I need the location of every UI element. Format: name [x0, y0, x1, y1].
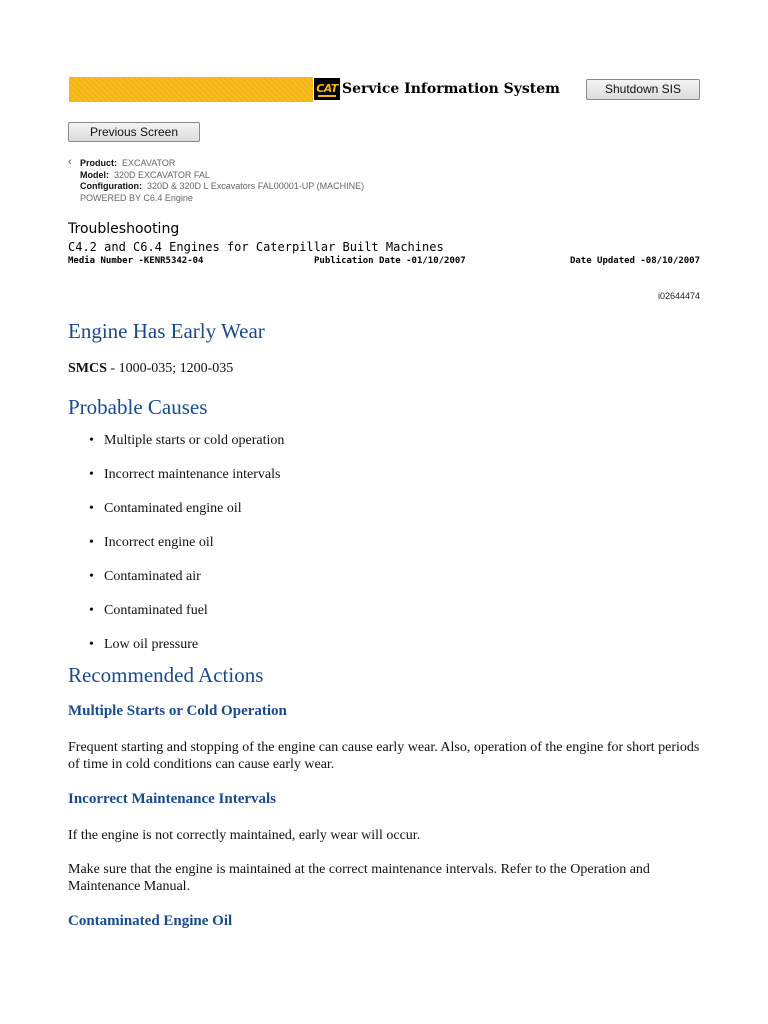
product-label: Product: — [80, 158, 117, 168]
list-item: • Contaminated fuel — [68, 602, 702, 636]
list-item: • Incorrect maintenance intervals — [68, 466, 702, 500]
section-paragraph: If the engine is not correctly maintained, early wear will occur. — [68, 828, 421, 843]
list-item: • Incorrect engine oil — [68, 534, 702, 568]
section-heading: Multiple Starts or Cold Operation — [68, 703, 287, 719]
document-type: Troubleshooting — [68, 221, 180, 237]
configuration-value: 320D & 320D L Excavators FAL00001-UP (MACHINE) — [147, 181, 365, 191]
powered-by: POWERED BY C6.4 Engine — [80, 192, 193, 203]
causes-list — [68, 432, 702, 670]
smcs-label: SMCS — [68, 361, 107, 376]
section-heading: Contaminated Engine Oil — [68, 913, 233, 929]
media-number: Media Number -KENR5342-04 — [68, 256, 204, 266]
model-value: 320D EXCAVATOR FAL — [114, 169, 210, 180]
section-paragraph: Make sure that the engine is maintained at the correct maintenance intervals. Refer to the Operation and Maintenance Manual. — [68, 862, 650, 894]
chevron-left-icon[interactable]: ‹ — [68, 156, 72, 168]
recommended-actions-heading: Recommended Actions — [68, 663, 264, 687]
banner-stripe — [69, 77, 313, 102]
section-heading: Incorrect Maintenance Intervals — [68, 791, 277, 807]
document-subtitle: C4.2 and C6.4 Engines for Caterpillar Built Machines — [68, 240, 444, 254]
shutdown-sis-button[interactable]: Shutdown SIS — [586, 79, 700, 100]
list-item: • Multiple starts or cold operation — [68, 432, 702, 466]
smcs-line — [68, 360, 702, 378]
smcs-value: - 1000-035; 1200-035 — [106, 361, 234, 376]
list-item: • Contaminated air — [68, 568, 702, 602]
article-content — [68, 318, 702, 930]
section-paragraph: Frequent starting and stopping of the engine can cause early wear. Also, operation of the engine for short periods of time in cold conditions can cause early wear. — [68, 740, 700, 772]
header-banner — [69, 77, 700, 102]
product-value: EXCAVATOR — [122, 158, 176, 168]
article-title: Engine Has Early Wear — [68, 319, 265, 343]
configuration-label: Configuration: — [80, 181, 142, 191]
configuration-line — [80, 181, 364, 193]
date-updated: Date Updated -08/10/2007 — [569, 256, 700, 266]
product-info — [68, 158, 364, 204]
list-item: • Contaminated engine oil — [68, 500, 702, 534]
app-title: Service Information System — [342, 81, 560, 97]
previous-screen-button[interactable]: Previous Screen — [68, 122, 200, 142]
probable-causes-heading: Probable Causes — [68, 395, 208, 419]
cat-logo: CAT — [314, 78, 340, 100]
publication-date: Publication Date -01/10/2007 — [314, 256, 466, 266]
list-item: • Low oil pressure — [68, 636, 702, 670]
product-line — [80, 158, 364, 170]
model-label: Model: — [80, 169, 109, 180]
model-line — [80, 170, 364, 182]
document-id: i02644474 — [657, 291, 700, 301]
